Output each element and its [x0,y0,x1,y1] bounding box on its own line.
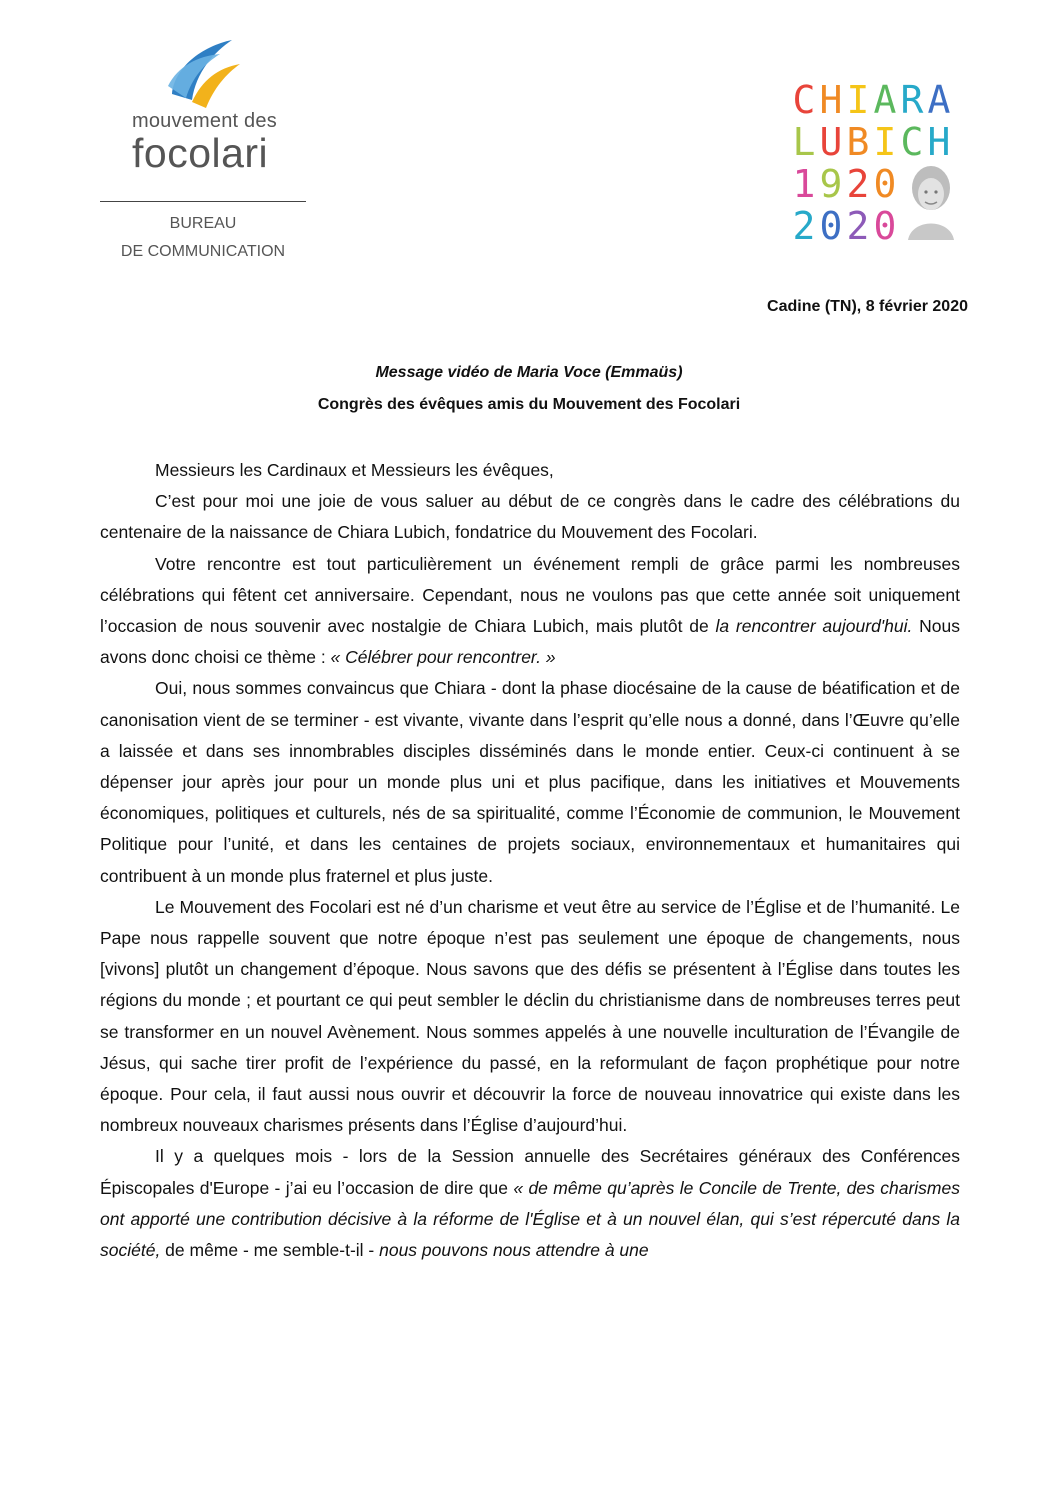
italic-text: nous pouvons nous attendre à une [379,1240,649,1261]
text-run: Oui, nous sommes convaincus que Chiara - dont la phase diocésaine de la cause de béatification et de canonisation vient de se terminer - est vivante, vivante dans l’esprit qu’elle nous a donné, dans l’Œuvre qu’elle a laissée et dans ses innombrables disciples disséminés dans le monde entier. Ceux-ci continuent à se dépenser jour après jour pour un monde plus uni et plus pacifique, dans les initiatives et Mouvements économiques, politiques et culturels, nés de sa spiritualité, comme l’Économie de communion, le Mouvement Politique pour l’unité, et dans les centaines de projets sociaux, environnementaux et humanitaires qui contribuent à un monde plus fraternel et plus juste. [100,678,960,886]
centenary-logo [792,80,962,250]
centenary-letter: 2 [846,162,870,206]
centenary-letter: 9 [819,162,843,206]
dateline: Cadine (TN), 8 février 2020 [767,298,968,315]
portrait-icon [904,162,958,240]
logo-wordmark: focolari [132,130,269,176]
centenary-letter: 0 [819,204,843,248]
body-paragraph [100,486,960,548]
text-run: Le Mouvement des Focolari est né d’un charisme et veut être au service de l’Église et de l’humanité. Le Pape nous rappelle souvent que notre époque n’est pas seulement une époque de changements, nous [vivons] plutôt un changement d’époque. Nous savons que des défis se présentent à l’Église dans toutes les régions du monde ; et pourtant ce qui peut sembler le déclin du christianisme dans de nombreuses terres peut se transformer en un nouvel Avènement. Nous sommes appelés à une nouvelle inculturation de l’Évangile de Jésus, qui sache tirer profit de l’expérience du passé, en la reformulant de façon prophétique pour notre époque. Pour cela, il faut aussi nous ouvrir et découvrir la force de nouveau innovatrice qui existe dans les nombreux nouveaux charismes présents dans l’Église d’aujourd’hui. [100,896,960,1136]
centenary-letter: A [873,78,897,122]
body-paragraph [100,892,960,1142]
text-run: Votre rencontre est tout particulièrement un événement rempli de grâce parmi les nombreuses célébrations qui fêtent cet anniversaire. Cependant, nous ne voulons pas que cette année soit uniquement l’occasion de nous souvenir avec nostalgie de Chiara Lubich, mais plutôt de [100,553,960,637]
body-paragraph [100,455,960,486]
centenary-letter: C [900,120,924,164]
centenary-letter: 1 [792,162,816,206]
focolari-swoosh-icon [162,38,242,110]
body-paragraph [100,673,960,891]
centenary-letter: 0 [873,204,897,248]
centenary-letter: 0 [873,162,897,206]
italic-text: « de même qu’après le Concile de Trente, des charismes ont apporté une contribution décisive à la réforme de l'Église et à un nouvel élan, qui s’est répercuté dans la société, [100,1177,960,1261]
bureau-line-2: DE COMMUNICATION [120,243,286,260]
centenary-letter: C [792,78,816,122]
italic-text: « Célébrer pour rencontrer. » [330,647,556,668]
text-run: C’est pour moi une joie de vous saluer au début de ce congrès dans le cadre des célébrations du centenaire de la naissance de Chiara Lubich, fondatrice du Mouvement des Focolari. [100,491,960,543]
body-paragraph [100,549,960,674]
logo-divider [100,201,306,202]
centenary-letter: 2 [846,204,870,248]
message-title: Message vidéo de Maria Voce (Emmaüs) [375,364,683,381]
text-run: Il y a quelques mois - lors de la Session annuelle des Secrétaires généraux des Conférences Épiscopales d'Europe - j’ai eu l’occasion de dire que [100,1146,960,1198]
centenary-letter: H [927,120,951,164]
bureau-label [100,210,306,266]
body-paragraph [100,1141,960,1266]
text-run: de même - me semble-t-il - [160,1240,380,1261]
text-run: Messieurs les Cardinaux et Messieurs les évêques, [155,460,554,480]
centenary-letter: A [927,78,951,122]
centenary-letter: R [900,78,924,122]
italic-text: la rencontrer aujourd'hui. [715,616,913,637]
bureau-line-1: BUREAU [169,215,237,232]
message-body [100,455,960,1266]
text-run: Nous avons donc choisi ce thème : [100,616,961,668]
centenary-letter: L [792,120,816,164]
centenary-letter: H [819,78,843,122]
centenary-letter: 2 [792,204,816,248]
centenary-letter: U [819,120,843,164]
logo-subtitle: mouvement des [132,110,277,132]
centenary-letter: I [873,120,897,164]
centenary-letter: B [846,120,870,164]
message-subtitle: Congrès des évêques amis du Mouvement des Focolari [317,396,741,413]
centenary-letter: I [846,78,870,122]
